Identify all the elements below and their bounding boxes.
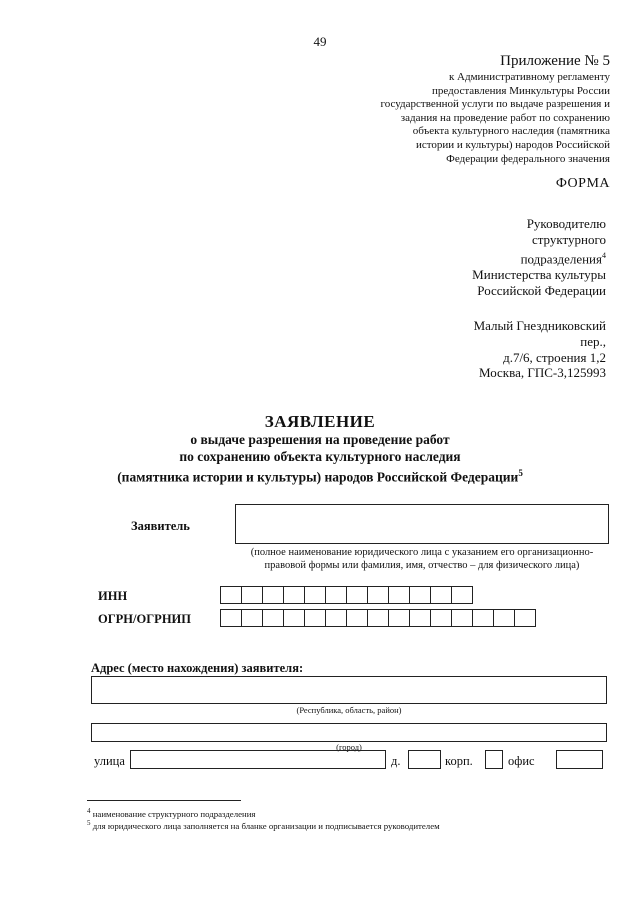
digit-cell[interactable] <box>262 586 284 604</box>
region-field[interactable] <box>91 676 607 704</box>
inn-field[interactable] <box>220 586 473 604</box>
digit-cell[interactable] <box>451 586 473 604</box>
footnote-divider <box>87 800 241 801</box>
address-line: Малый Гнездниковский <box>473 318 606 333</box>
hint-line: правовой формы или фамилия, имя, отчество – для физического лица) <box>264 560 580 571</box>
digit-cell[interactable] <box>472 609 494 627</box>
addressee-line: структурного <box>531 231 606 247</box>
footnote-text: наименование структурного подразделения <box>92 808 256 819</box>
ministry-address <box>426 318 606 381</box>
digit-cell[interactable] <box>241 609 263 627</box>
addressee-line: Руководителю <box>526 216 606 231</box>
footnote-mark: 4 <box>87 807 91 815</box>
address-line: д.7/6, строения 1,2 <box>503 349 606 365</box>
office-field[interactable] <box>556 750 603 769</box>
annex-line: истории и культуры) народов Российской <box>415 138 610 151</box>
annex-line: Федерации федерального значения <box>446 152 610 165</box>
digit-cell[interactable] <box>325 609 347 627</box>
digit-cell[interactable] <box>346 586 368 604</box>
addressee-line: Министерства культуры <box>472 266 606 282</box>
statement-title: ЗАЯВЛЕНИЕ <box>264 412 376 431</box>
digit-cell[interactable] <box>367 609 389 627</box>
street-label: улица <box>94 754 125 768</box>
addressee-line: подразделения$^4$ <box>520 250 606 266</box>
annex-line: государственной услуги по выдаче разрешения и <box>380 98 610 111</box>
house-label: д. <box>391 754 401 768</box>
address-line: пер., <box>580 333 606 349</box>
addressee-line: Российской Федерации <box>477 282 606 298</box>
digit-cell[interactable] <box>220 609 242 627</box>
digit-cell[interactable] <box>514 609 536 627</box>
form-label: ФОРМА <box>555 176 610 191</box>
address-line: Москва, ГПС-3,125993 <box>478 365 606 381</box>
digit-cell[interactable] <box>346 609 368 627</box>
annex-line: объекта культурного наследия (памятника <box>412 125 610 138</box>
digit-cell[interactable] <box>409 586 431 604</box>
subtitle-line: о выдаче разрешения на проведение работ <box>190 432 450 447</box>
digit-cell[interactable] <box>388 609 410 627</box>
building-field[interactable] <box>485 750 503 769</box>
digit-cell[interactable] <box>493 609 515 627</box>
digit-cell[interactable] <box>220 586 242 604</box>
footnote-mark: 5 <box>518 468 523 478</box>
applicant-hint <box>230 546 614 572</box>
digit-cell[interactable] <box>451 609 473 627</box>
digit-cell[interactable] <box>430 609 452 627</box>
office-label: офис <box>508 754 535 768</box>
ogrn-label: ОГРН/ОГРНИП <box>98 612 191 626</box>
footnote-mark: 5 <box>87 819 91 827</box>
applicant-label: Заявитель <box>131 519 190 533</box>
house-field[interactable] <box>408 750 441 769</box>
footnote-text: для юридического лица заполняется на бланке организации и подписывается руководителем <box>92 820 440 831</box>
digit-cell[interactable] <box>430 586 452 604</box>
subtitle-line: (памятника истории и культуры) народов Российской Федерации$^5$ <box>117 468 523 485</box>
digit-cell[interactable] <box>283 586 305 604</box>
digit-cell[interactable] <box>262 609 284 627</box>
annex-title: Приложение № 5 <box>500 53 610 69</box>
hint-line: (полное наименование юридического лица с указанием его организационно- <box>250 547 594 558</box>
digit-cell[interactable] <box>304 586 326 604</box>
annex-line: задания на проведение работ по сохранению <box>400 111 610 124</box>
digit-cell[interactable] <box>409 609 431 627</box>
ogrn-field[interactable] <box>220 609 536 627</box>
statement-subtitle <box>0 432 640 486</box>
footnote-4 <box>87 807 255 819</box>
region-hint: (Республика, область, район) <box>296 705 402 715</box>
page-number: 49 <box>313 34 327 49</box>
footnote-mark: 4 <box>602 250 606 260</box>
city-field[interactable] <box>91 723 607 742</box>
inn-label: ИНН <box>98 589 128 603</box>
digit-cell[interactable] <box>304 609 326 627</box>
annex-line: к Административному регламенту <box>448 71 610 83</box>
addressee-block <box>426 216 606 298</box>
digit-cell[interactable] <box>367 586 389 604</box>
digit-cell[interactable] <box>241 586 263 604</box>
digit-cell[interactable] <box>325 586 347 604</box>
annex-line: предоставления Минкультуры России <box>431 84 610 97</box>
digit-cell[interactable] <box>283 609 305 627</box>
applicant-address-label: Адрес (место нахождения) заявителя: <box>91 661 304 675</box>
footnote-5 <box>87 819 440 831</box>
digit-cell[interactable] <box>388 586 410 604</box>
annex-description <box>350 71 610 166</box>
street-field[interactable] <box>130 750 386 769</box>
applicant-name-field[interactable] <box>235 504 609 544</box>
city-hint: (город) <box>336 742 362 752</box>
subtitle-line: по сохранению объекта культурного наследия <box>179 448 461 464</box>
building-label: корп. <box>445 754 473 768</box>
